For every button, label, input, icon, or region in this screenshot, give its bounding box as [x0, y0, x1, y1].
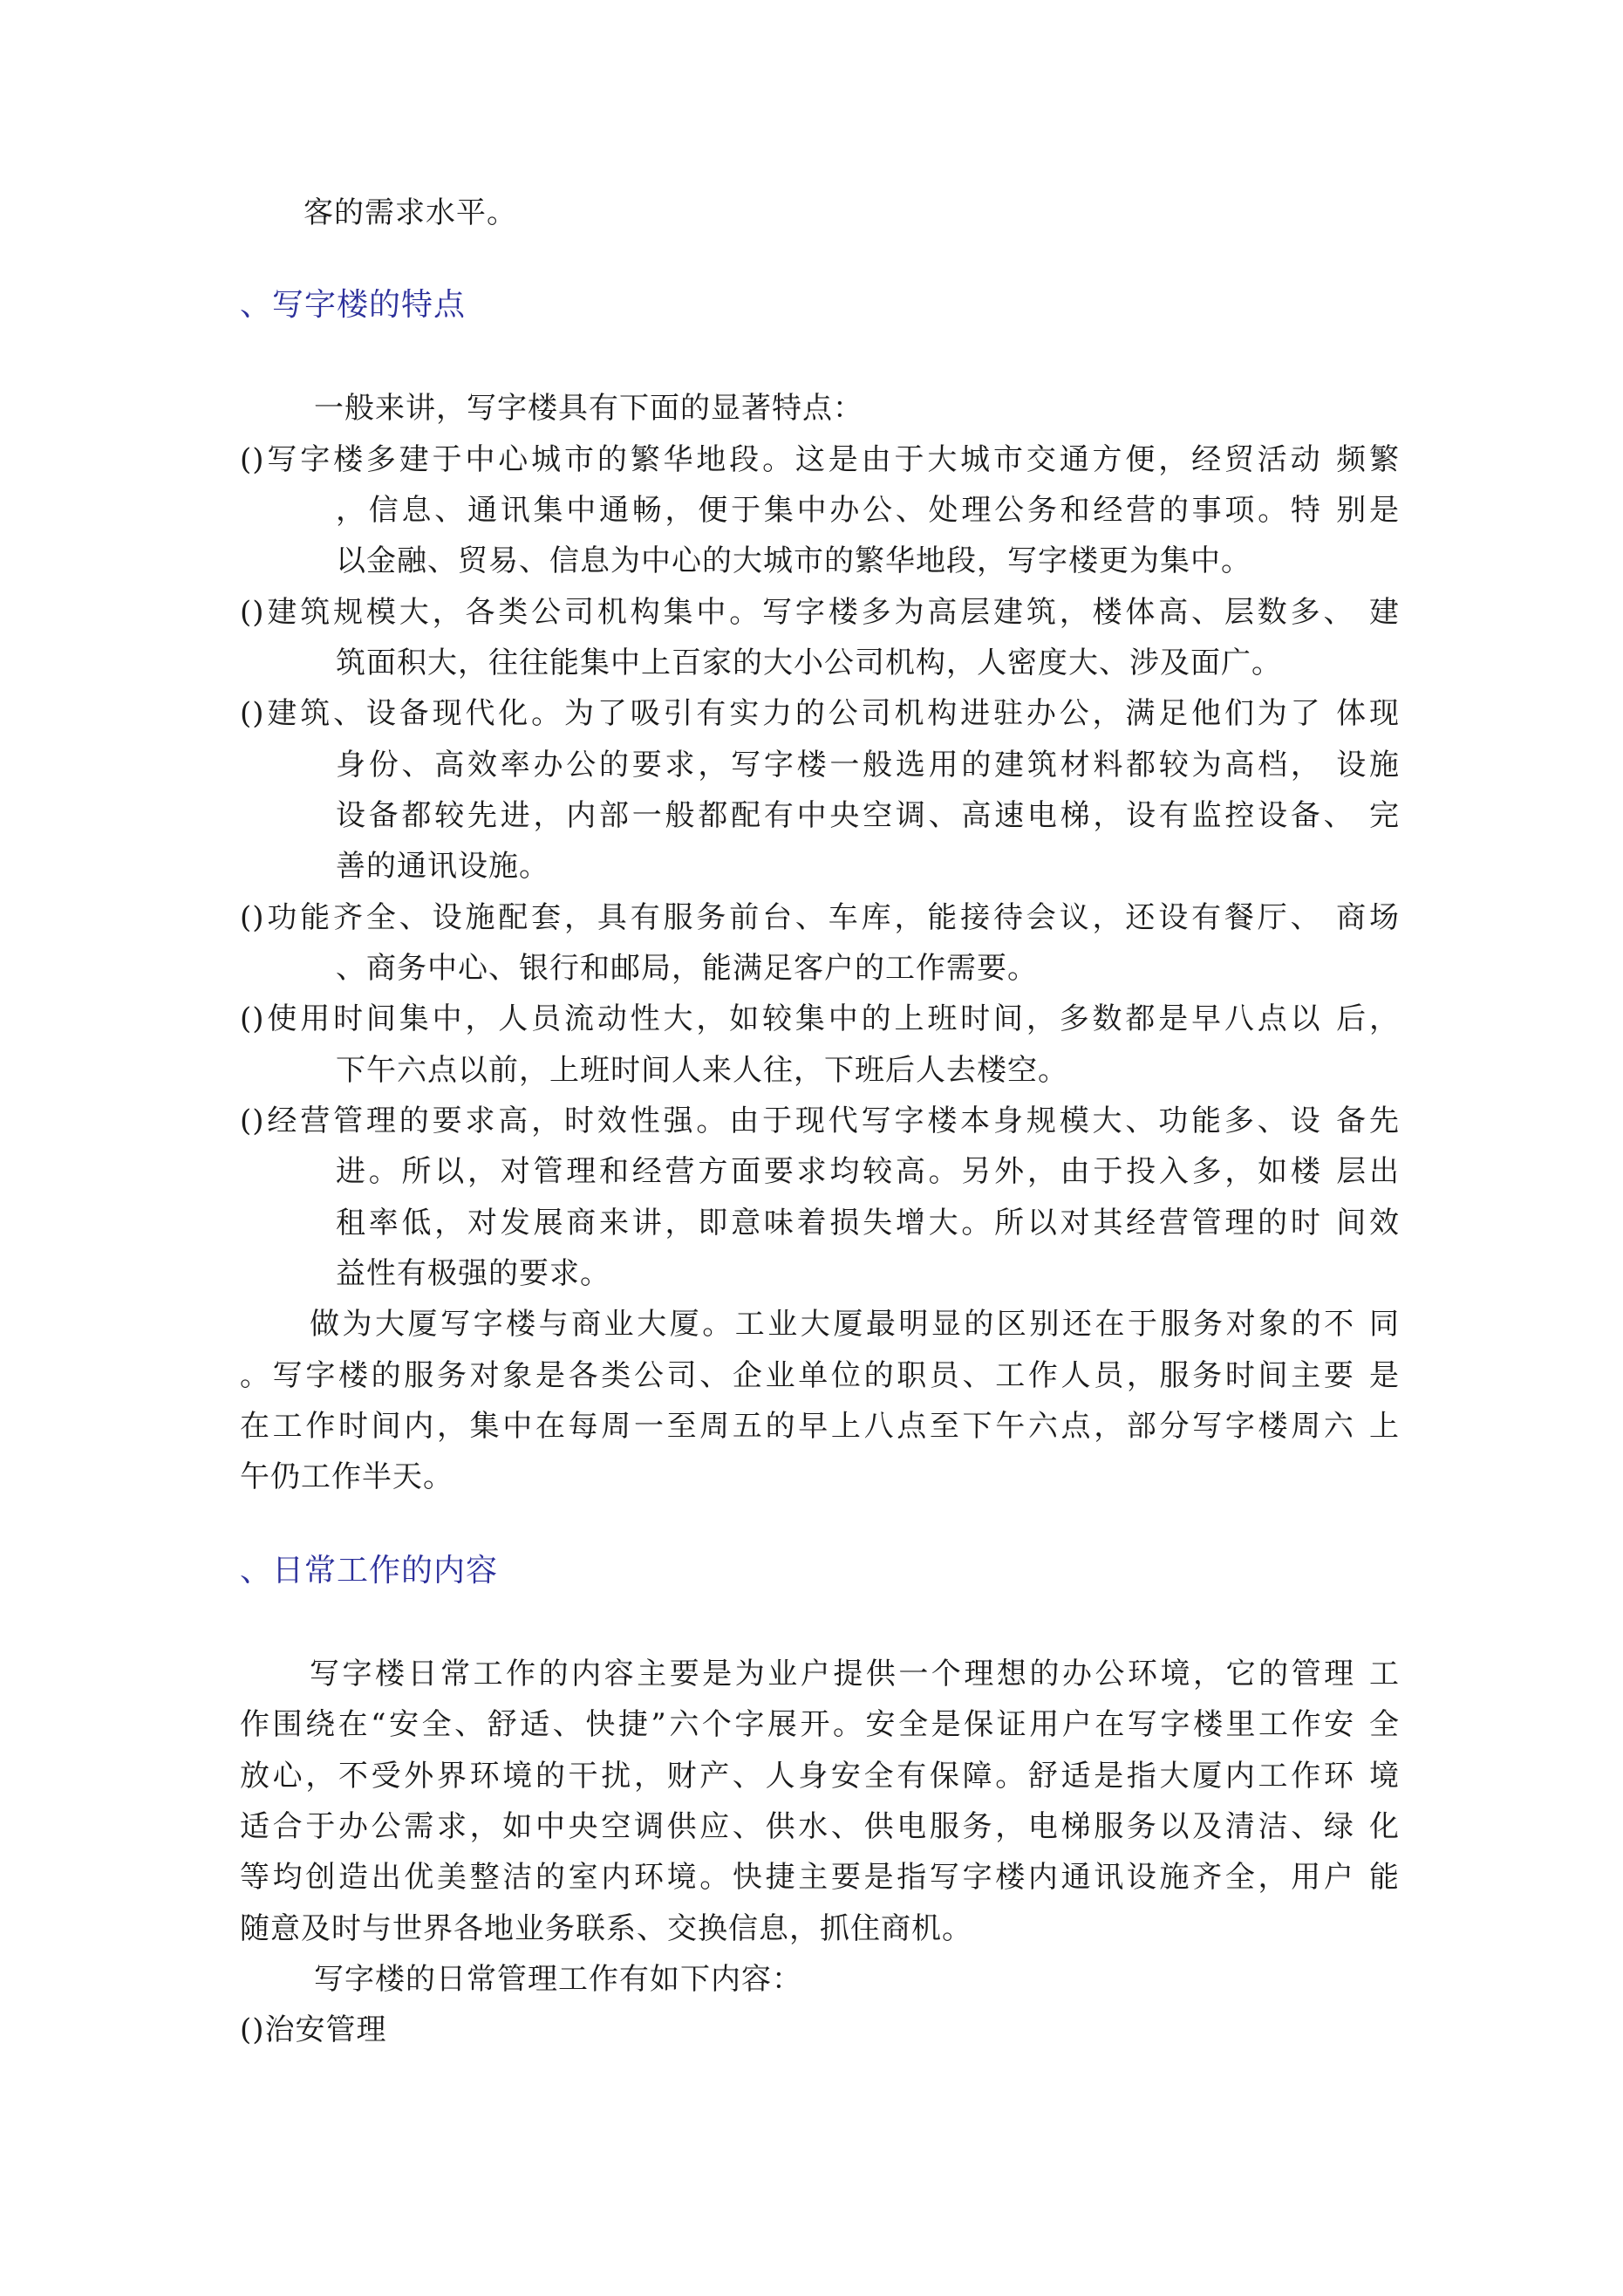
paragraph-comparison-cont: 。写字楼的服务对象是各类公司、企业单位的职员、工作人员，服务时间主要 是: [240, 1358, 1400, 1393]
list-item-3: ()建筑、设备现代化。为了吸引有实力的公司机构进驻办公，满足他们为了 体现: [240, 696, 1400, 731]
paragraph-comparison-cont: 在工作时间内，集中在每周一至周五的早上八点至下午六点，部分写字楼周六 上: [240, 1409, 1400, 1444]
list-item-6-cont: 益性有极强的要求。: [336, 1256, 610, 1291]
paragraph-daily-work-cont: 作围绕在“安全、舒适、快捷”六个字展开。安全是保证用户在写字楼里工作安 全: [240, 1707, 1400, 1742]
paragraph-daily-work-cont: 随意及时与世界各地业务联系、交换信息，抓住商机。: [240, 1911, 972, 1946]
paragraph-management-intro: 写字楼的日常管理工作有如下内容：: [314, 1962, 802, 1997]
paragraph-daily-work-cont: 等均创造出优美整洁的室内环境。快捷主要是指写字楼内通讯设施齐全，用户 能: [240, 1860, 1400, 1895]
list-item-1-cont: 以金融、贸易、信息为中心的大城市的繁华地段，写字楼更为集中。: [336, 543, 1251, 578]
paragraph-comparison-cont: 午仍工作半天。: [240, 1459, 453, 1494]
paragraph-daily-work: 写字楼日常工作的内容主要是为业户提供一个理想的办公环境，它的管理 工: [310, 1657, 1400, 1691]
list-item-1-cont: ，信息、通讯集中通畅，便于集中办公、处理公务和经营的事项。特 别是: [336, 493, 1400, 528]
list-item-5-cont: 下午六点以前，上班时间人来人往，下班后人去楼空。: [336, 1053, 1068, 1088]
list-item-6-cont: 进。所以，对管理和经营方面要求均较高。另外，由于投入多，如楼 层出: [336, 1154, 1400, 1189]
paragraph-comparison: 做为大厦写字楼与商业大厦。工业大厦最明显的区别还在于服务对象的不 同: [310, 1307, 1400, 1342]
list-item-2-cont: 筑面积大，往往能集中上百家的大小公司机构，人密度大、涉及面广。: [336, 646, 1282, 680]
list-item-3-cont: 身份、高效率办公的要求，写字楼一般选用的建筑材料都较为高档， 设施: [336, 748, 1400, 782]
list-item-security: ()治安管理: [240, 2012, 387, 2047]
list-item-3-cont: 善的通讯设施。: [336, 849, 549, 884]
list-item-4-cont: 、商务中心、银行和邮局，能满足客户的工作需要。: [336, 951, 1038, 986]
paragraph-intro: 一般来讲，写字楼具有下面的显著特点：: [314, 391, 863, 426]
list-item-4: ()功能齐全、设施配套，具有服务前台、车库，能接待会议，还设有餐厅、 商场: [240, 900, 1400, 935]
list-item-3-cont: 设备都较先进，内部一般都配有中央空调、高速电梯，设有监控设备、 完: [336, 798, 1400, 833]
list-item-1: ()写字楼多建于中心城市的繁华地段。这是由于大城市交通方便，经贸活动 频繁: [240, 442, 1400, 477]
list-item-2: ()建筑规模大，各类公司机构集中。写字楼多为高层建筑，楼体高、层数多、 建: [240, 595, 1400, 630]
text-line: 客的需求水平。: [303, 195, 517, 230]
list-item-5: ()使用时间集中，人员流动性大，如较集中的上班时间，多数都是早八点以 后，: [240, 1001, 1400, 1036]
paragraph-daily-work-cont: 放心，不受外界环境的干扰，财产、人身安全有保障。舒适是指大厦内工作环 境: [240, 1759, 1400, 1794]
list-item-6-cont: 租率低，对发展商来讲，即意味着损失增大。所以对其经营管理的时 间效: [336, 1206, 1400, 1240]
paragraph-daily-work-cont: 适合于办公需求，如中央空调供应、供水、供电服务，电梯服务以及清洁、绿 化: [240, 1809, 1400, 1844]
section-heading-daily-work: 、日常工作的内容: [240, 1553, 499, 1589]
list-item-6: ()经营管理的要求高，时效性强。由于现代写字楼本身规模大、功能多、设 备先: [240, 1104, 1400, 1138]
section-heading-features: 、写字楼的特点: [240, 287, 467, 323]
